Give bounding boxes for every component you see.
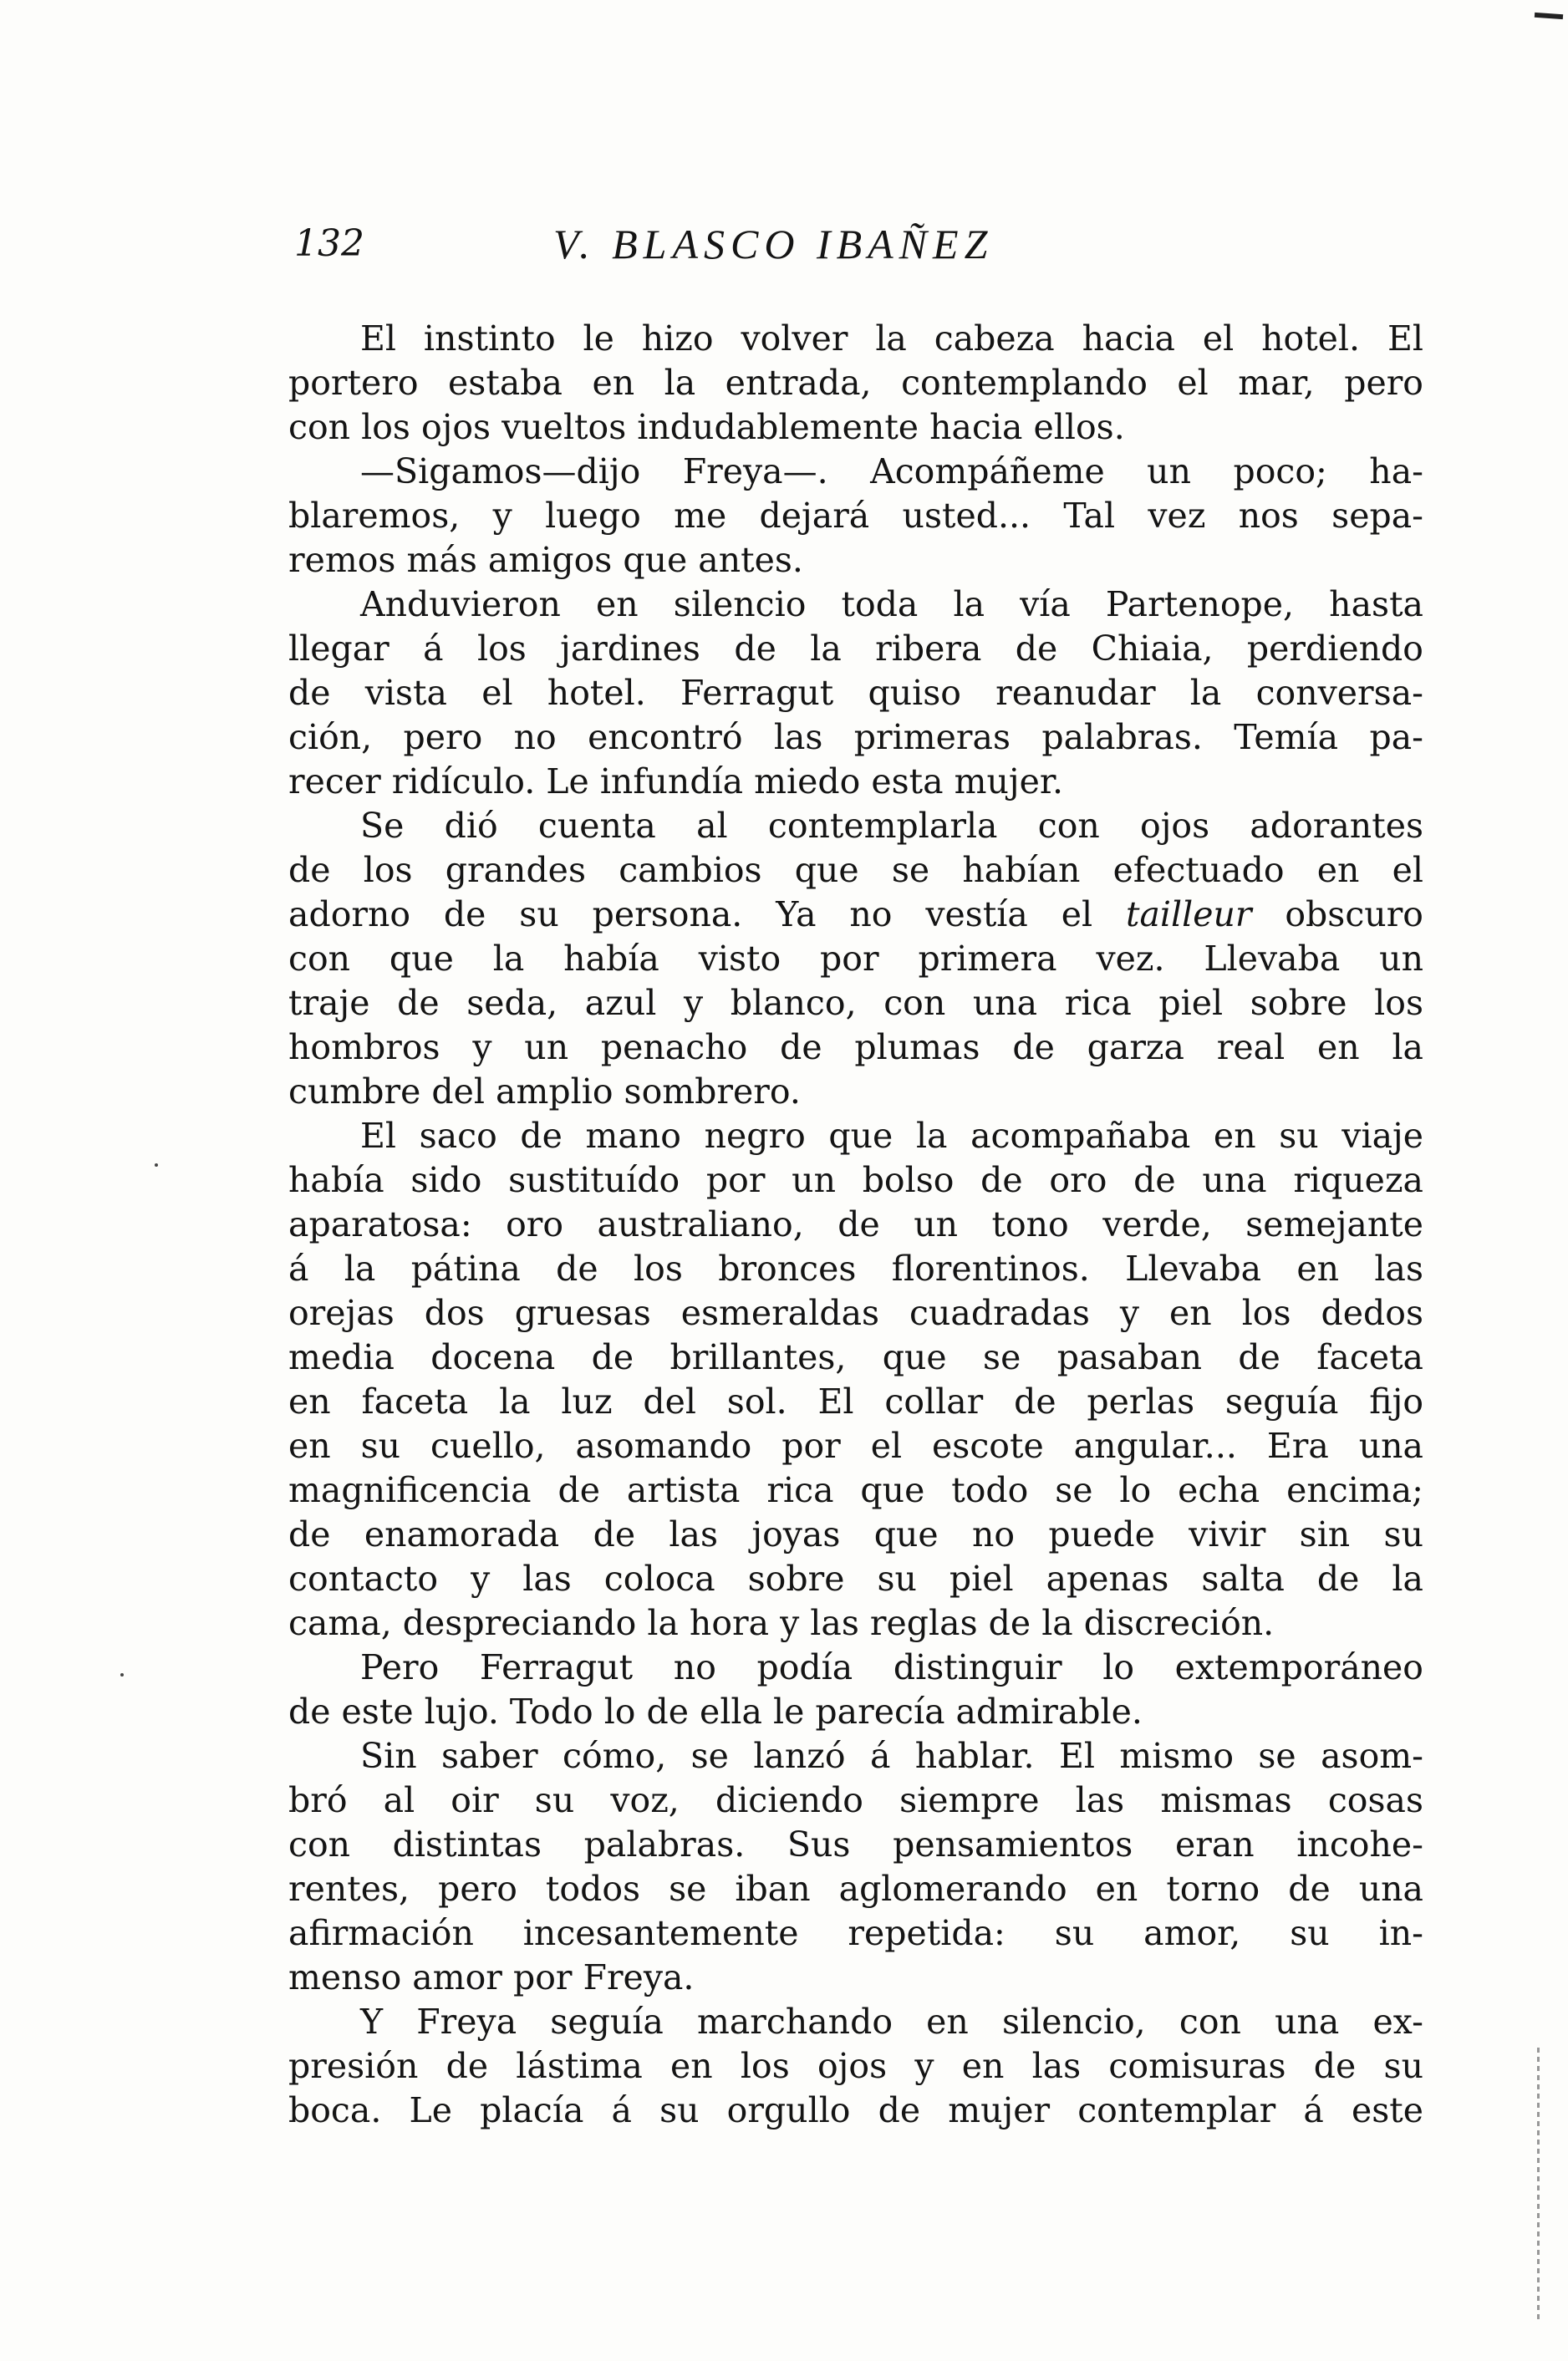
text-line: Pero Ferragut no podía distinguir lo extemporáneo [360, 1647, 1423, 1687]
text-line: recer ridículo. Le infundía miedo esta mujer. [288, 761, 1064, 801]
text-line: magnificencia de artista rica que todo se lo echa encima; [288, 1470, 1423, 1510]
scan-speck [120, 1673, 124, 1677]
body-text [288, 317, 1423, 2133]
text-line: cama, despreciando la hora y las reglas de la discreción. [288, 1603, 1275, 1643]
text-line: remos más amigos que antes. [288, 540, 803, 580]
text-line: en faceta la luz del sol. El collar de perlas seguía fijo [288, 1381, 1423, 1422]
text-line: de este lujo. Todo lo de ella le parecía admirable. [288, 1692, 1143, 1732]
text-line: bró al oir su voz, diciendo siempre las mismas cosas [288, 1780, 1423, 1820]
text-line: menso amor por Freya. [288, 1957, 695, 1997]
text-line: ción, pero no encontró las primeras palabras. Temía pa- [288, 717, 1423, 757]
text-line: El instinto le hizo volver la cabeza hacia el hotel. El [360, 318, 1423, 359]
text-line: hombros y un penacho de plumas de garza real en la [288, 1027, 1423, 1067]
text-line: había sido sustituído por un bolso de oro de una riqueza [288, 1160, 1423, 1200]
text-line: con distintas palabras. Sus pensamientos eran incohe- [288, 1824, 1423, 1865]
text-line: cumbre del amplio sombrero. [288, 1071, 801, 1112]
running-head: V. BLASCO IBAÑEZ [553, 221, 994, 267]
text-line: presión de lástima en los ojos y en las comisuras de su [288, 2046, 1423, 2086]
text-line: en su cuello, asomando por el escote angular... Era una [288, 1426, 1423, 1466]
scan-edge-artifact [1537, 2048, 1540, 2323]
page-header [286, 219, 1423, 286]
text-line: llegar á los jardines de la ribera de Chiaia, perdiendo [288, 628, 1423, 669]
text-line: media docena de brillantes, que se pasaban de faceta [288, 1337, 1423, 1377]
scan-mark [1535, 13, 1563, 19]
text-line: traje de seda, azul y blanco, con una rica piel sobre los [288, 983, 1423, 1023]
text-line: rentes, pero todos se iban aglomerando en torno de una [288, 1869, 1423, 1909]
text-line: Sin saber cómo, se lanzó á hablar. El mismo se asom- [360, 1736, 1423, 1776]
text-line: afirmación incesantemente repetida: su amor, su in- [288, 1913, 1423, 1953]
text-line: Se dió cuenta al contemplarla con ojos adorantes [360, 806, 1423, 846]
text-line: blaremos, y luego me dejará usted... Tal vez nos sepa- [288, 496, 1423, 536]
text-line: orejas dos gruesas esmeraldas cuadradas y en los dedos [288, 1293, 1423, 1333]
text-line: á la pátina de los bronces florentinos. Llevaba en las [288, 1249, 1423, 1289]
scan-speck [155, 1163, 158, 1167]
text-line: de enamorada de las joyas que no puede vivir sin su [288, 1514, 1423, 1554]
text-line: con los ojos vueltos indudablemente hacia ellos. [288, 407, 1125, 447]
italic-word: tailleur [1125, 894, 1252, 934]
text-line: con que la había visto por primera vez. Llevaba un [288, 939, 1423, 979]
text-line: boca. Le placía á su orgullo de mujer contemplar á este [288, 2090, 1423, 2130]
text-line: Y Freya seguía marchando en silencio, con una ex- [360, 2002, 1423, 2042]
text-line: de los grandes cambios que se habían efectuado en el [288, 850, 1423, 890]
text-line: portero estaba en la entrada, contemplando el mar, pero [288, 363, 1423, 403]
text-line: El saco de mano negro que la acompañaba en su viaje [360, 1116, 1423, 1156]
text-line: Anduvieron en silencio toda la vía Partenope, hasta [360, 584, 1423, 624]
text-line: de vista el hotel. Ferragut quiso reanudar la conversa- [288, 673, 1423, 713]
text-line: —Sigamos—dijo Freya—. Acompáñeme un poco; ha- [360, 451, 1423, 491]
text-line: aparatosa: oro australiano, de un tono verde, semejante [288, 1204, 1423, 1244]
text-line: adorno de su persona. Ya no vestía el tailleur obscuro [288, 894, 1423, 934]
page-number: 132 [294, 222, 364, 265]
text-line: contacto y las coloca sobre su piel apenas salta de la [288, 1559, 1423, 1599]
